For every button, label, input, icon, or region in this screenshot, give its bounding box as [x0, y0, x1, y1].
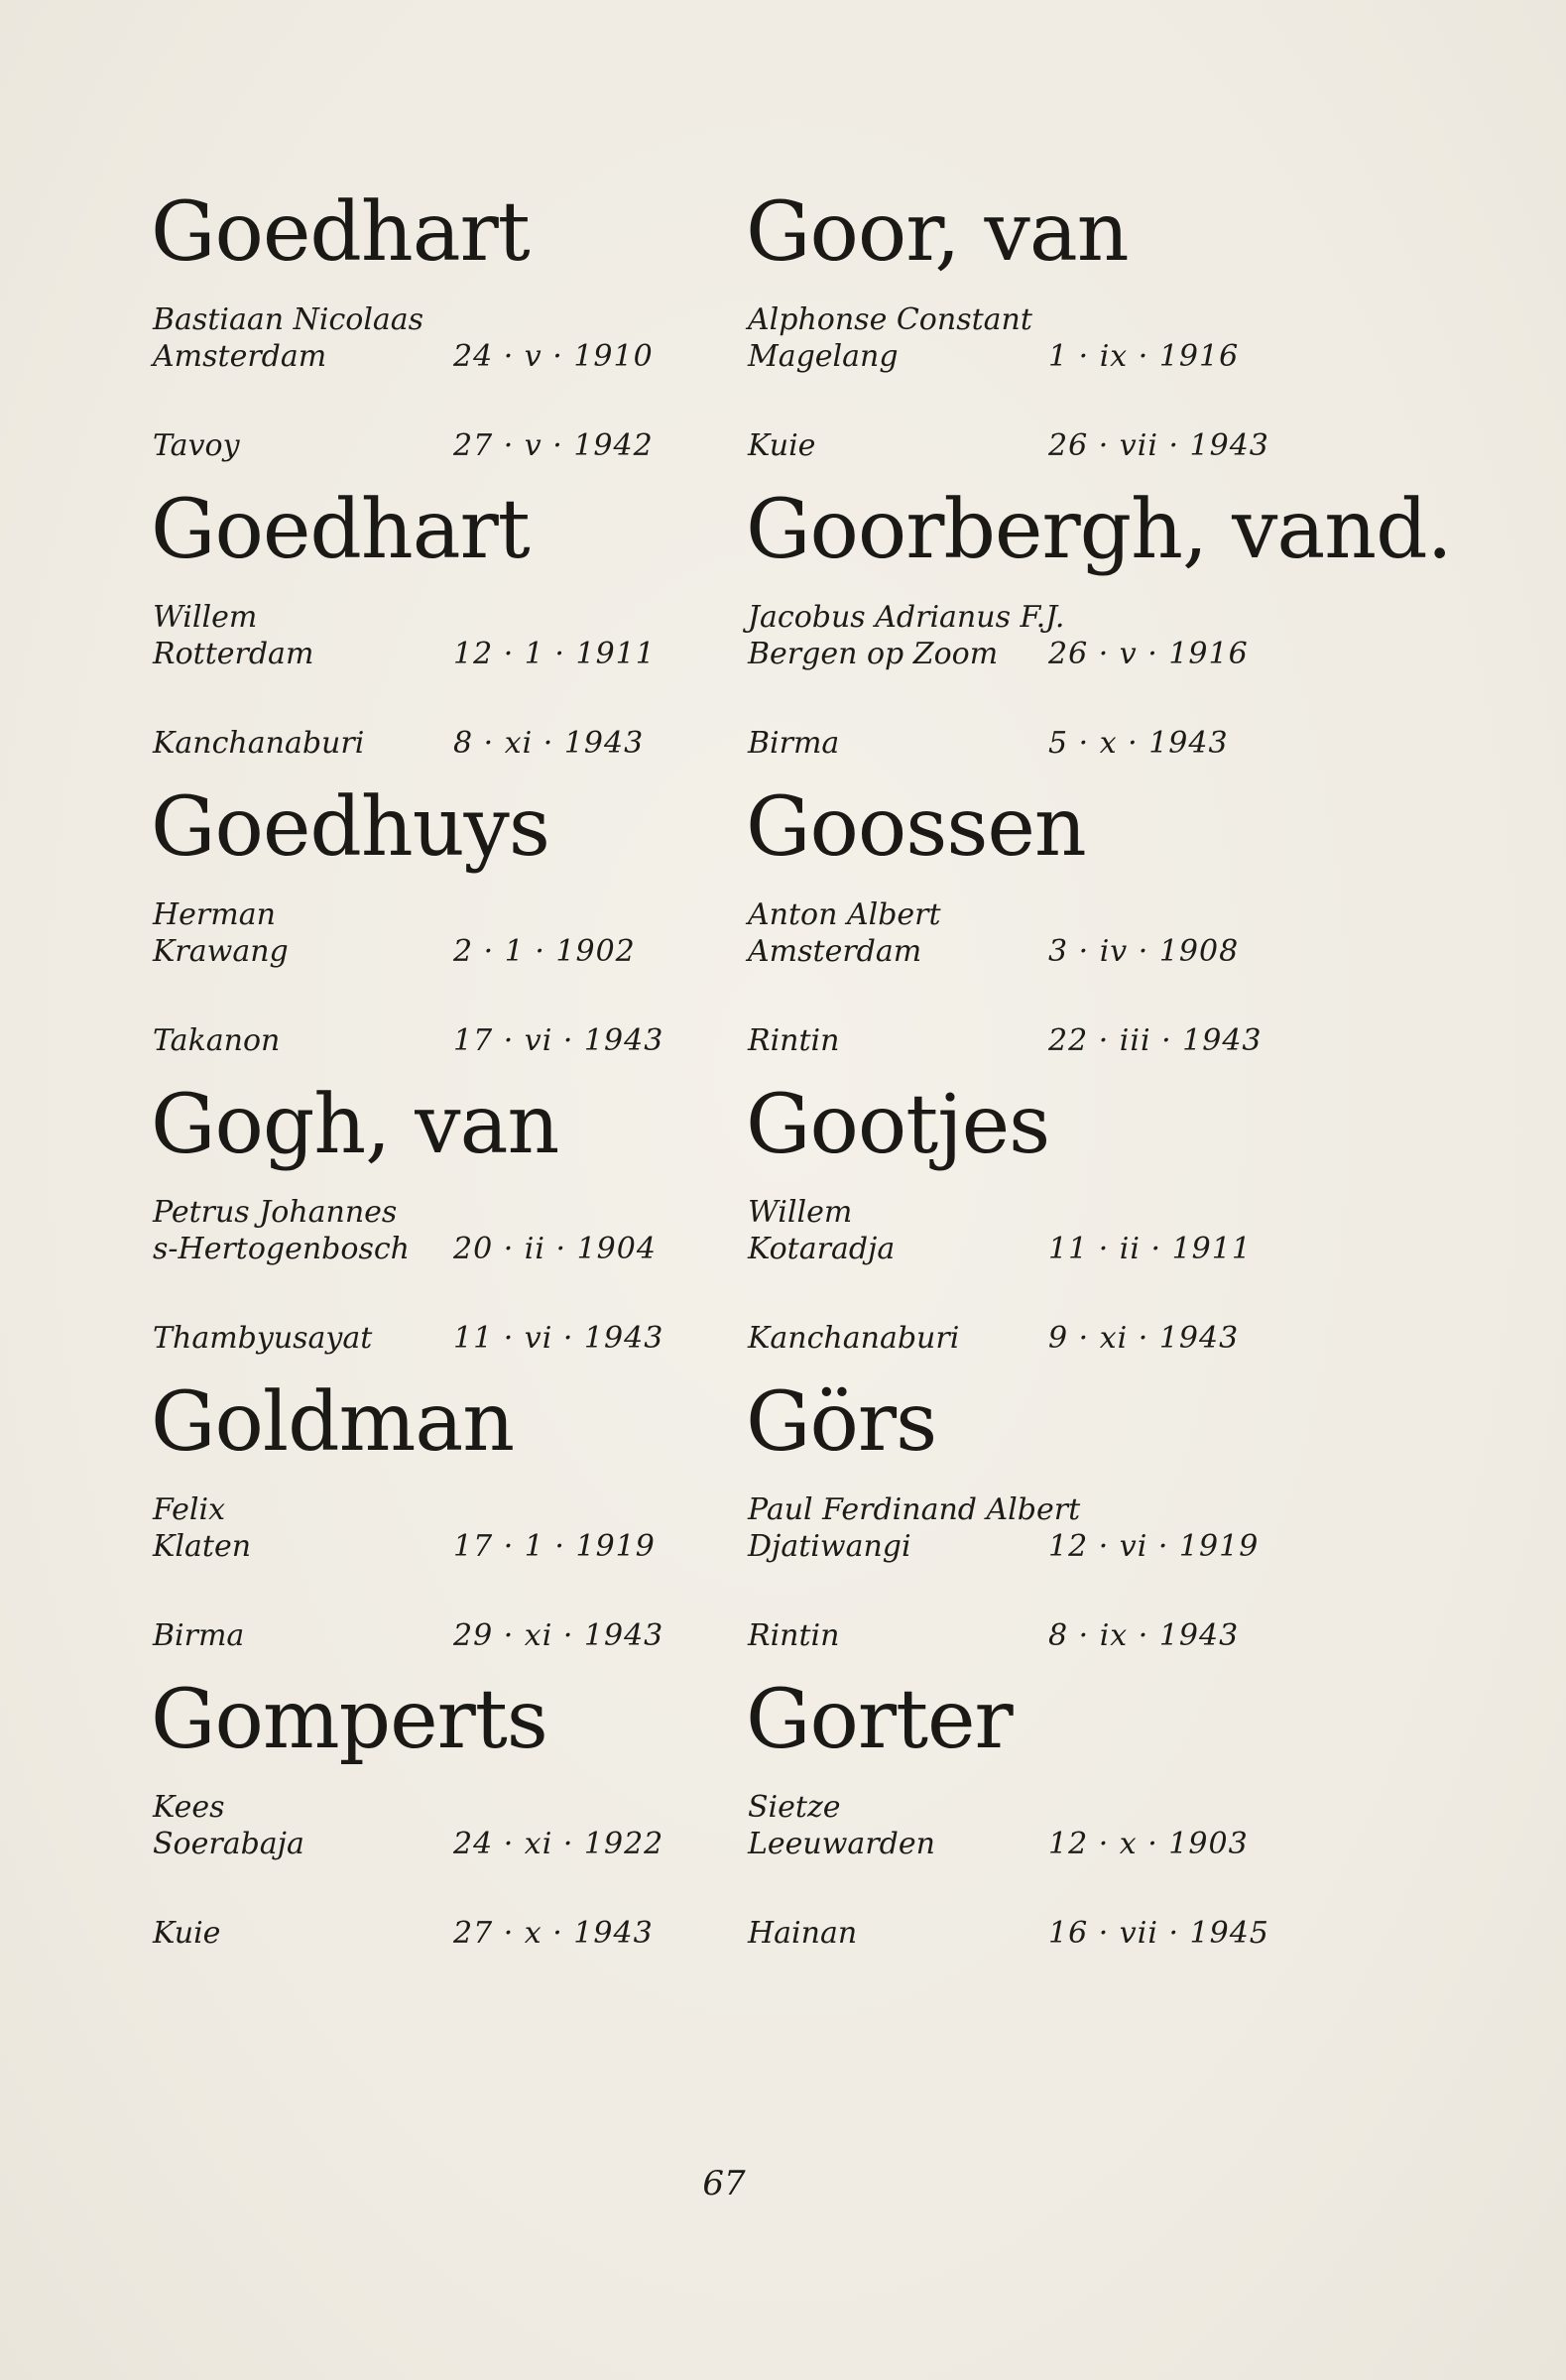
birth-date: 20 · ii · 1904 [453, 1232, 657, 1266]
death-date: 9 · xi · 1943 [1048, 1321, 1240, 1356]
death-place: Kuie [748, 428, 816, 463]
birth-date: 2 · 1 · 1902 [453, 934, 636, 969]
death-line [151, 724, 706, 764]
surname: Görs [746, 1375, 937, 1470]
page-number: 67 [702, 2164, 746, 2203]
death-line [151, 426, 706, 466]
given-names-line [746, 1490, 1301, 1530]
given-names: Anton Albert [748, 897, 941, 932]
memorial-entry [151, 1373, 706, 1671]
memorial-entry [746, 481, 1452, 778]
death-line [151, 1616, 706, 1656]
given-names-line [746, 300, 1301, 340]
death-line [746, 426, 1301, 466]
memorial-entry [151, 778, 706, 1076]
given-names: Paul Ferdinand Albert [748, 1492, 1081, 1527]
memorial-entry [746, 1076, 1301, 1373]
birth-line [151, 635, 706, 674]
birth-line [746, 337, 1301, 377]
death-date: 16 · vii · 1945 [1048, 1916, 1269, 1951]
birth-line [151, 1230, 706, 1269]
birth-line [151, 1527, 706, 1567]
given-names: Alphonse Constant [748, 302, 1032, 337]
birth-date: 24 · xi · 1922 [453, 1827, 664, 1861]
death-line [151, 1021, 706, 1061]
surname: Goedhart [151, 483, 530, 577]
death-date: 5 · x · 1943 [1048, 726, 1229, 761]
memorial-entry [151, 1671, 706, 1968]
birth-place: Kotaradja [748, 1232, 896, 1266]
birth-date: 3 · iv · 1908 [1048, 934, 1240, 969]
death-line [746, 724, 1301, 764]
given-names: Herman [153, 897, 276, 932]
death-date: 22 · iii · 1943 [1048, 1023, 1263, 1058]
death-line [746, 1914, 1301, 1954]
death-date: 27 · x · 1943 [453, 1916, 654, 1951]
memorial-entry [746, 1373, 1301, 1671]
birth-date: 24 · v · 1910 [453, 339, 654, 374]
given-names-line [746, 895, 1301, 935]
birth-place: Magelang [748, 339, 899, 374]
death-line [151, 1319, 706, 1359]
given-names: Sietze [748, 1790, 841, 1825]
death-place: Thambyusayat [153, 1321, 373, 1356]
birth-date: 1 · ix · 1916 [1048, 339, 1240, 374]
birth-place: Bergen op Zoom [748, 637, 999, 671]
given-names: Willem [748, 1195, 853, 1230]
death-date: 27 · v · 1942 [453, 428, 654, 463]
surname: Goedhuys [151, 780, 549, 875]
birth-date: 12 · vi · 1919 [1048, 1529, 1260, 1564]
birth-place: Klaten [153, 1529, 252, 1564]
death-date: 8 · ix · 1943 [1048, 1618, 1240, 1653]
given-names: Willem [153, 600, 258, 635]
birth-line [746, 1825, 1301, 1864]
surname: Goossen [746, 780, 1086, 875]
given-names-line [746, 598, 1301, 638]
given-names: Felix [153, 1492, 226, 1527]
birth-line [151, 337, 706, 377]
death-place: Takanon [153, 1023, 281, 1058]
surname: Gogh, van [151, 1078, 559, 1172]
memorial-entry [151, 481, 706, 778]
death-date: 11 · vi · 1943 [453, 1321, 664, 1356]
given-names: Petrus Johannes [153, 1195, 398, 1230]
given-names-line [746, 1788, 1301, 1828]
birth-place: Amsterdam [153, 339, 327, 374]
surname: Goldman [151, 1375, 515, 1470]
birth-place: Amsterdam [748, 934, 922, 969]
given-names-line [151, 598, 706, 638]
birth-date: 17 · 1 · 1919 [453, 1529, 656, 1564]
given-names-line [151, 300, 706, 340]
surname: Goorbergh, vand. [746, 483, 1452, 577]
birth-place: Krawang [153, 934, 289, 969]
given-names: Jacobus Adrianus F.J. [748, 600, 1065, 635]
given-names-line [746, 1193, 1301, 1233]
given-names-line [151, 1788, 706, 1828]
given-names: Bastiaan Nicolaas [153, 302, 424, 337]
surname: Goedhart [151, 185, 530, 280]
birth-date: 11 · ii · 1911 [1048, 1232, 1252, 1266]
birth-date: 12 · x · 1903 [1048, 1827, 1249, 1861]
death-date: 8 · xi · 1943 [453, 726, 645, 761]
birth-date: 26 · v · 1916 [1048, 637, 1249, 671]
birth-line [151, 932, 706, 972]
given-names: Kees [153, 1790, 225, 1825]
surname: Gorter [746, 1673, 1013, 1767]
surname: Goor, van [746, 185, 1129, 280]
death-place: Kanchanaburi [153, 726, 365, 761]
given-names-line [151, 895, 706, 935]
birth-place: Rotterdam [153, 637, 314, 671]
given-names-line [151, 1193, 706, 1233]
birth-place: Leeuwarden [748, 1827, 935, 1861]
birth-line [151, 1825, 706, 1864]
memorial-entry [151, 183, 706, 481]
death-line [151, 1914, 706, 1954]
death-place: Tavoy [153, 428, 240, 463]
death-date: 26 · vii · 1943 [1048, 428, 1269, 463]
memorial-entry [746, 778, 1301, 1076]
death-line [746, 1616, 1301, 1656]
death-place: Birma [748, 726, 840, 761]
death-place: Kuie [153, 1916, 221, 1951]
death-place: Hainan [748, 1916, 858, 1951]
death-place: Rintin [748, 1618, 840, 1653]
birth-line [746, 1527, 1301, 1567]
birth-date: 12 · 1 · 1911 [453, 637, 656, 671]
death-place: Kanchanaburi [748, 1321, 960, 1356]
memorial-entry [746, 183, 1301, 481]
birth-line [746, 635, 1301, 674]
death-line [746, 1319, 1301, 1359]
death-line [746, 1021, 1301, 1061]
birth-place: Soerabaja [153, 1827, 304, 1861]
death-place: Birma [153, 1618, 245, 1653]
death-place: Rintin [748, 1023, 840, 1058]
surname: Gomperts [151, 1673, 547, 1767]
birth-line [746, 932, 1301, 972]
death-date: 17 · vi · 1943 [453, 1023, 664, 1058]
death-date: 29 · xi · 1943 [453, 1618, 664, 1653]
memorial-entry [151, 1076, 706, 1373]
birth-line [746, 1230, 1301, 1269]
surname: Gootjes [746, 1078, 1050, 1172]
given-names-line [151, 1490, 706, 1530]
birth-place: s-Hertogenbosch [153, 1232, 410, 1266]
memorial-entry [746, 1671, 1301, 1968]
birth-place: Djatiwangi [748, 1529, 911, 1564]
